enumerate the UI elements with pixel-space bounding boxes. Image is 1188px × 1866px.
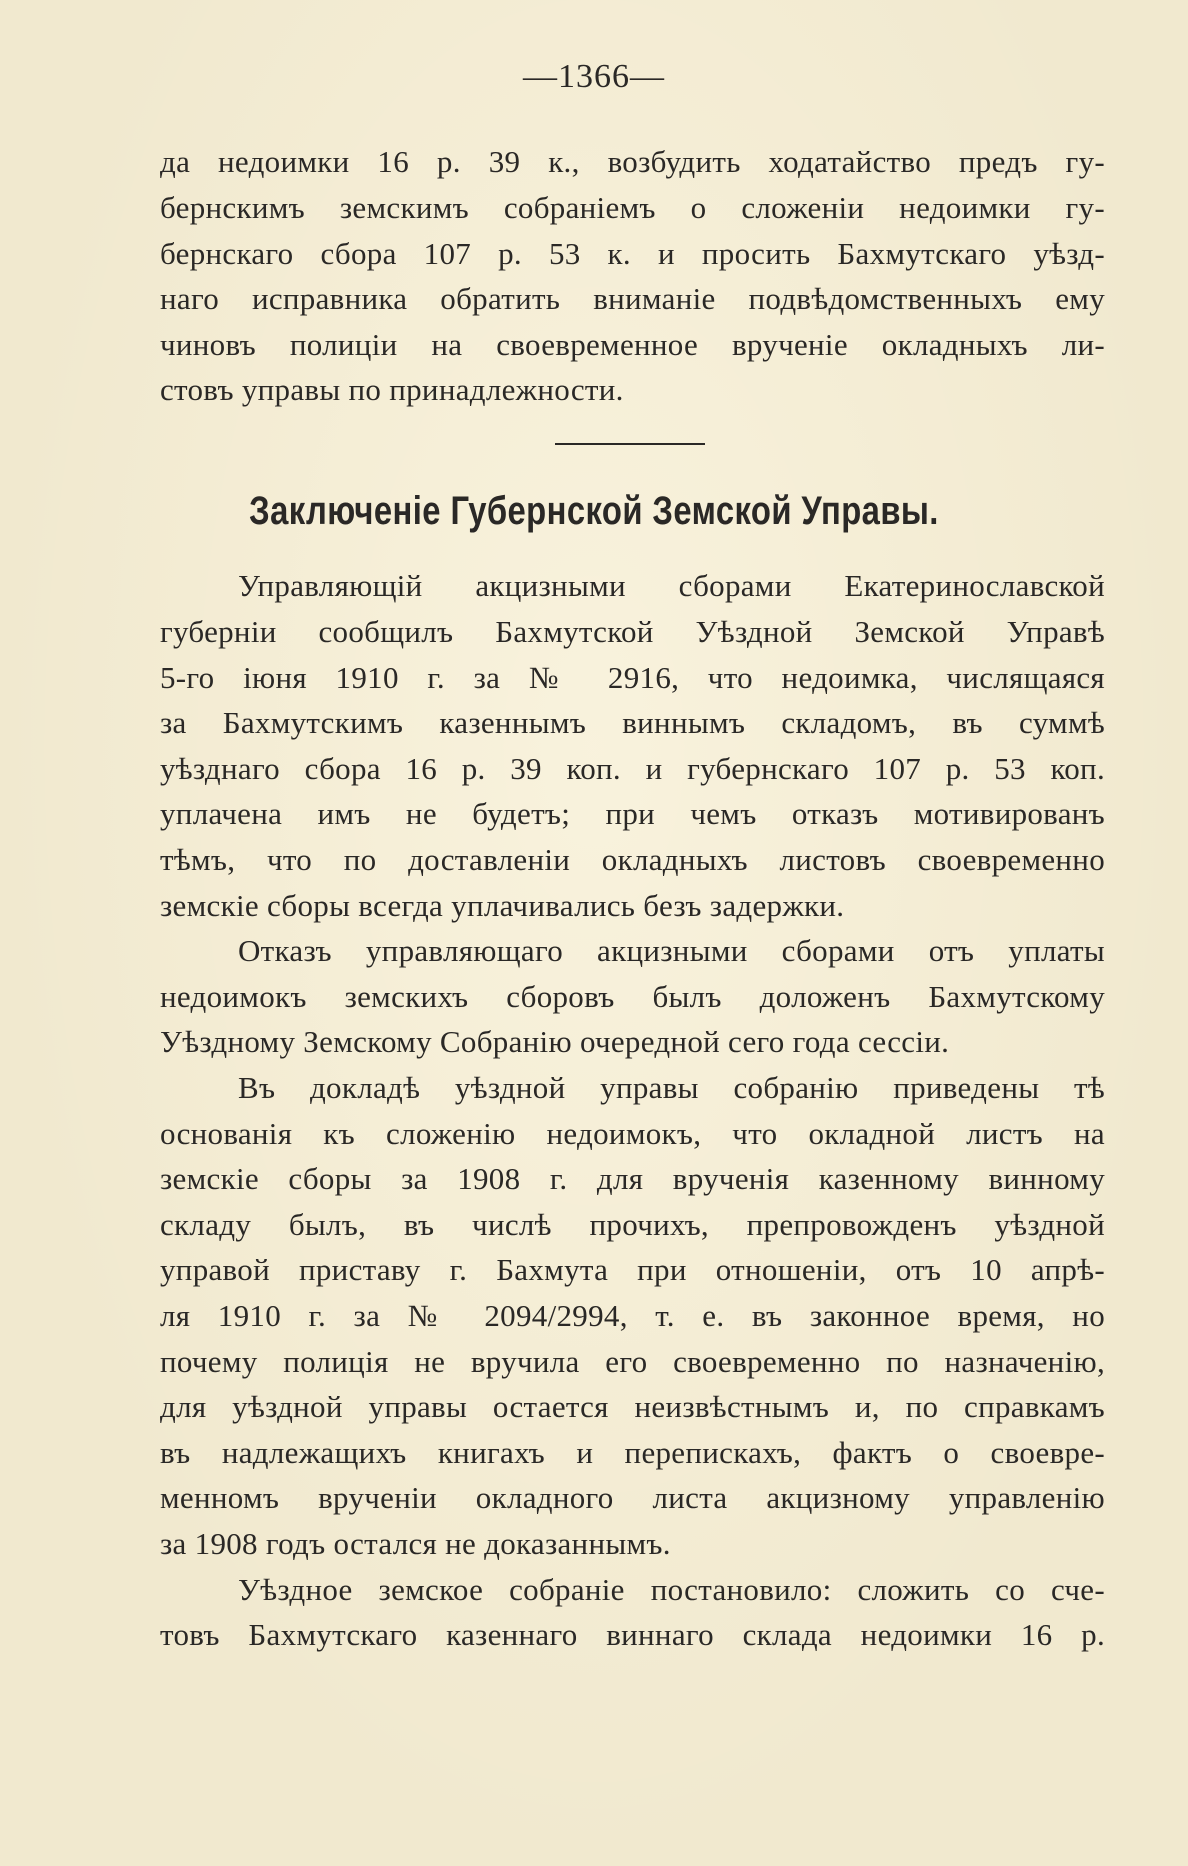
text-line: наго исправника обратить вниманіе подвѣдомственныхъ ему [160,281,1105,316]
section-heading: Заключеніе Губернской Земской Управы. [249,489,939,533]
text-line: почему полиція не вручила его своевременно по назначенію, [160,1344,1105,1379]
text-line: чиновъ полиціи на своевременное врученіе окладныхъ ли- [160,327,1105,362]
text-line: складу былъ, въ числѣ прочихъ, препровожденъ уѣздной [160,1207,1105,1242]
text-line: стовъ управы по принадлежности. [160,372,624,407]
text-line: тѣмъ, что по доставленіи окладныхъ листовъ своевременно [160,842,1105,877]
text-line: земскіе сборы всегда уплачивались безъ задержки. [160,888,845,923]
text-line: управой приставу г. Бахмута при отношеніи, отъ 10 апрѣ- [160,1252,1105,1287]
paragraph-first-line: Уѣздное земское собраніе постановило: сложить со сче- [238,1572,1105,1607]
text-line: 5-го іюня 1910 г. за № 2916, что недоимка, числящаяся [160,660,1105,695]
page-number: —1366— [523,58,665,95]
text-line: недоимокъ земскихъ сборовъ былъ доложенъ Бахмутскому [160,979,1105,1014]
text-line: губерніи сообщилъ Бахмутской Уѣздной Земской Управѣ [160,614,1105,649]
text-line: бернскаго сбора 107 р. 53 к. и просить Бахмутскаго уѣзд- [160,236,1105,271]
text-line: бернскимъ земскимъ собраніемъ о сложеніи недоимки гу- [160,190,1105,225]
text-line: ля 1910 г. за № 2094/2994, т. е. въ законное время, но [160,1298,1105,1333]
text-line: за Бахмутскимъ казеннымъ виннымъ складомъ, въ суммѣ [160,705,1105,740]
text-line: за 1908 годъ остался не доказаннымъ. [160,1526,671,1561]
text-line: да недоимки 16 р. 39 к., возбудить ходатайство предъ гу- [160,144,1105,179]
text-line: основанія къ сложенію недоимокъ, что окладной листъ на [160,1116,1105,1151]
text-line: уплачена имъ не будетъ; при чемъ отказъ мотивированъ [160,796,1105,831]
text-line: менномъ врученіи окладного листа акцизному управленію [160,1480,1105,1515]
text-line: Уѣздному Земскому Собранію очередной сего года сессіи. [160,1024,950,1059]
text-line: товъ Бахмутскаго казеннаго виннаго склада недоимки 16 р. [160,1617,1105,1652]
text-line: земскіе сборы за 1908 г. для врученія казенному винному [160,1161,1105,1196]
text-line: для уѣздной управы остается неизвѣстнымъ и, по справкамъ [160,1389,1105,1424]
paragraph-first-line: Отказъ управляющаго акцизными сборами отъ уплаты [238,933,1105,968]
text-line: въ надлежащихъ книгахъ и перепискахъ, фактъ о своевре- [160,1435,1105,1470]
paragraph-first-line: Въ докладѣ уѣздной управы собранію приведены тѣ [238,1070,1105,1105]
section-divider [555,443,705,445]
text-line: уѣзднаго сбора 16 р. 39 коп. и губернскаго 107 р. 53 коп. [160,751,1105,786]
paragraph-first-line: Управляющій акцизными сборами Екатеринославской [238,568,1105,603]
